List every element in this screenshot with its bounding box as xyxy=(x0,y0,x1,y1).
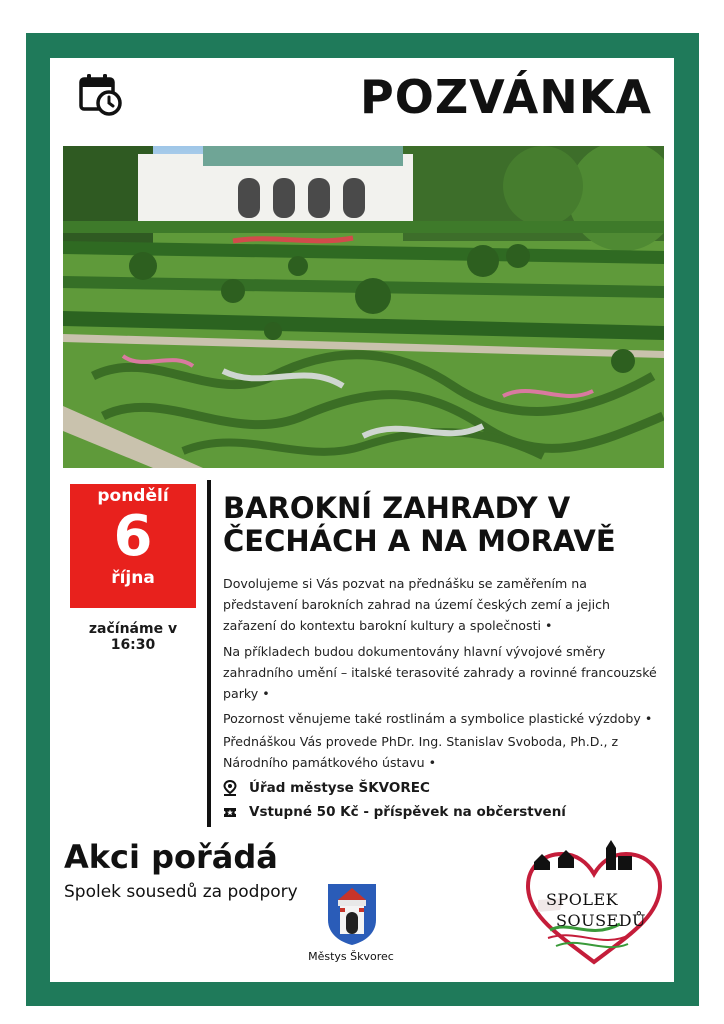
spolek-logo-line-1: SPOLEK xyxy=(546,890,619,909)
ticket-text: Vstupné 50 Kč - příspěvek na občerstvení xyxy=(249,804,566,820)
skvorec-crest-logo xyxy=(326,882,378,946)
organizer-subtitle: Spolek sousedů za podpory xyxy=(64,882,298,902)
date-day-number: 6 xyxy=(113,504,153,569)
ticket-icon xyxy=(223,804,237,820)
divider-line xyxy=(207,480,211,827)
start-time: začínáme v 16:30 xyxy=(88,621,178,653)
event-paragraph: Přednáškou Vás provede PhDr. Ing. Stanislav Svoboda, Ph.D., z Národního památkového ústavu • xyxy=(223,734,619,770)
crest-label: Městys Škvorec xyxy=(308,950,394,963)
ticket-row xyxy=(223,804,566,820)
organizer-title: Akci pořádá xyxy=(64,838,278,876)
map-pin-icon xyxy=(223,780,237,796)
page-title: POZVÁNKA xyxy=(360,70,652,124)
headline-line-2: ČECHÁCH A NA MORAVĚ xyxy=(223,524,616,558)
date-weekday: pondělí xyxy=(97,486,169,506)
event-paragraph: Dovolujeme si Vás pozvat na přednášku se zaměřením na představení barokních zahrad na území českých zemí a jejich zařazení do kontextu barokní kultury a společnosti • xyxy=(223,576,610,633)
calendar-clock-icon xyxy=(78,72,122,116)
event-paragraph: Pozornost věnujeme také rostlinám a symbolice plastické výzdoby • xyxy=(223,711,653,726)
date-month: října xyxy=(111,568,155,588)
spolek-logo-line-2: SOUSEDŮ xyxy=(556,911,647,930)
event-headline xyxy=(223,492,663,558)
event-paragraph: Na příkladech budou dokumentovány hlavní vývojové směry zahradního umění – italské terasovité zahrady a rovinné francouzské parky • xyxy=(223,644,657,701)
location-text: Úřad městyse ŠKVOREC xyxy=(249,780,430,796)
date-box xyxy=(70,484,196,608)
location-row xyxy=(223,780,430,796)
headline-line-1: BAROKNÍ ZAHRADY V xyxy=(223,491,571,525)
garden-photo xyxy=(63,146,664,468)
